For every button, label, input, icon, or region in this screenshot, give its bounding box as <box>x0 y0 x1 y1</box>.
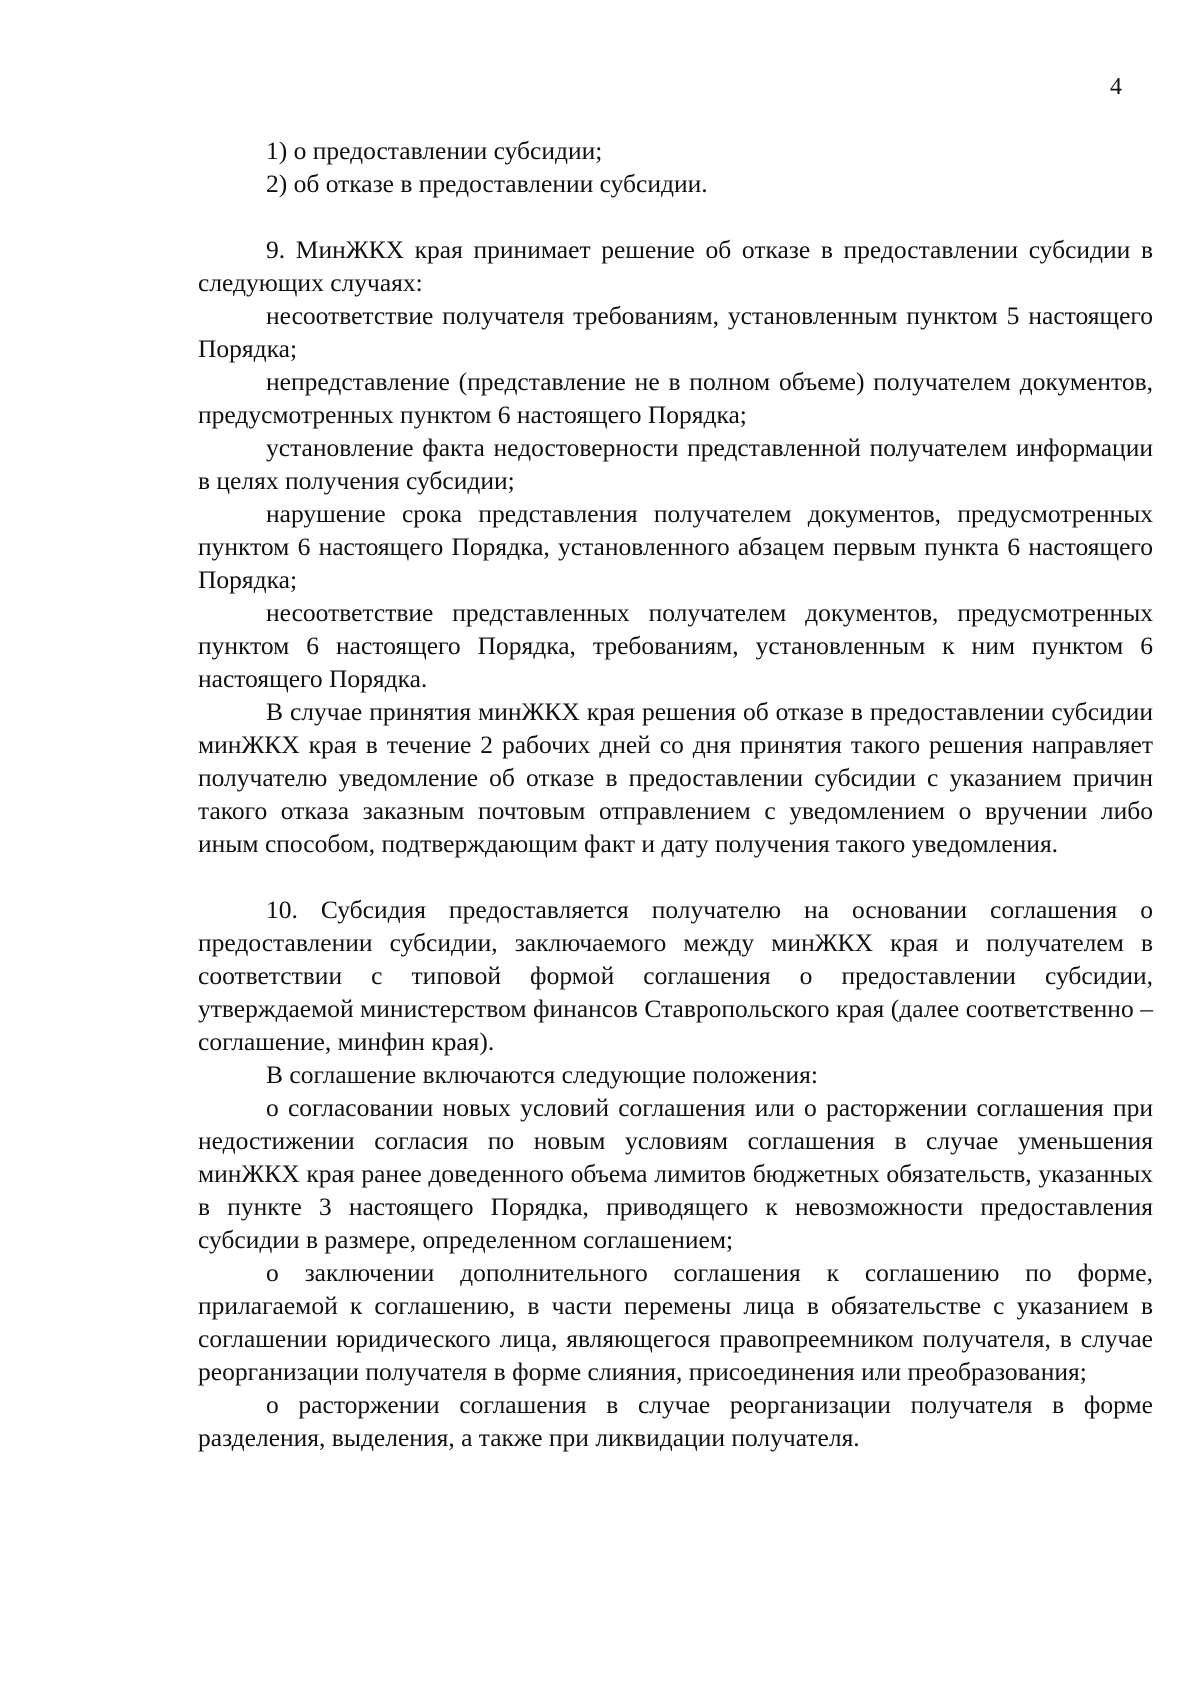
page-number: 4 <box>1110 74 1122 100</box>
agreement-provisions-intro: В соглашение включаются следующие положения: <box>266 1060 818 1089</box>
refusal-notification-paragraph: В случае принятия минЖКХ края решения об отказе в предоставлении субсидии минЖКХ края в течение 2 рабочих дней со дня принятия такого решения направляет получателю уведомление об отказе в предоставлении субсидии с указанием причин такого отказа заказным почтовым отправлением с уведомлением о вручении либо иным способом, подтверждающим факт и дату получения такого уведомления. <box>198 697 1153 858</box>
list-item-grant-subsidy: 1) о предоставлении субсидии; <box>266 136 603 165</box>
agreement-provision-1: о согласовании новых условий соглашения или о расторжении соглашения при недостижении согласия по новым условиям соглашения в случае уменьшения минЖКХ края ранее доведенного объема лимитов бюджетных обязательств, указанных в пункте 3 настоящего Порядка, приводящего к невозможности предоставления субсидии в размере, определенном соглашением; <box>198 1093 1153 1254</box>
refusal-reason-3: установление факта недостоверности представленной получателем информации в целях получения субсидии; <box>198 433 1153 495</box>
refusal-reason-4: нарушение срока представления получателем документов, предусмотренных пунктом 6 настоящего Порядка, установленного абзацем первым пункта 6 настоящего Порядка; <box>198 499 1153 594</box>
clause-9-heading: 9. МинЖКХ края принимает решение об отказе в предоставлении субсидии в следующих случаях: <box>198 235 1153 297</box>
document-body <box>198 134 1153 1454</box>
refusal-reason-1: несоответствие получателя требованиям, установленным пунктом 5 настоящего Порядка; <box>198 301 1153 363</box>
agreement-provision-2: о заключении дополнительного соглашения к соглашению по форме, прилагаемой к соглашению, в части перемены лица в обязательстве с указанием в соглашении юридического лица, являющегося правопреемником получателя, в случае реорганизации получателя в форме слияния, присоединения или преобразования; <box>198 1258 1153 1386</box>
agreement-provision-3: о расторжении соглашения в случае реорганизации получателя в форме разделения, выделения, а также при ликвидации получателя. <box>198 1390 1153 1452</box>
refusal-reason-2: непредставление (представление не в полном объеме) получателем документов, предусмотренных пунктом 6 настоящего Порядка; <box>198 367 1153 429</box>
refusal-reason-5: несоответствие представленных получателем документов, предусмотренных пунктом 6 настоящего Порядка, требованиям, установленным к ним пунктом 6 настоящего Порядка. <box>198 598 1153 693</box>
clause-10-heading: 10. Субсидия предоставляется получателю на основании соглашения о предоставлении субсидии, заключаемого между минЖКХ края и получателем в соответствии с типовой формой соглашения о предоставлении субсидии, утверждаемой министерством финансов Ставропольского края (далее соответственно – соглашение, минфин края). <box>198 895 1153 1056</box>
list-item-refuse-subsidy: 2) об отказе в предоставлении субсидии. <box>266 169 708 198</box>
